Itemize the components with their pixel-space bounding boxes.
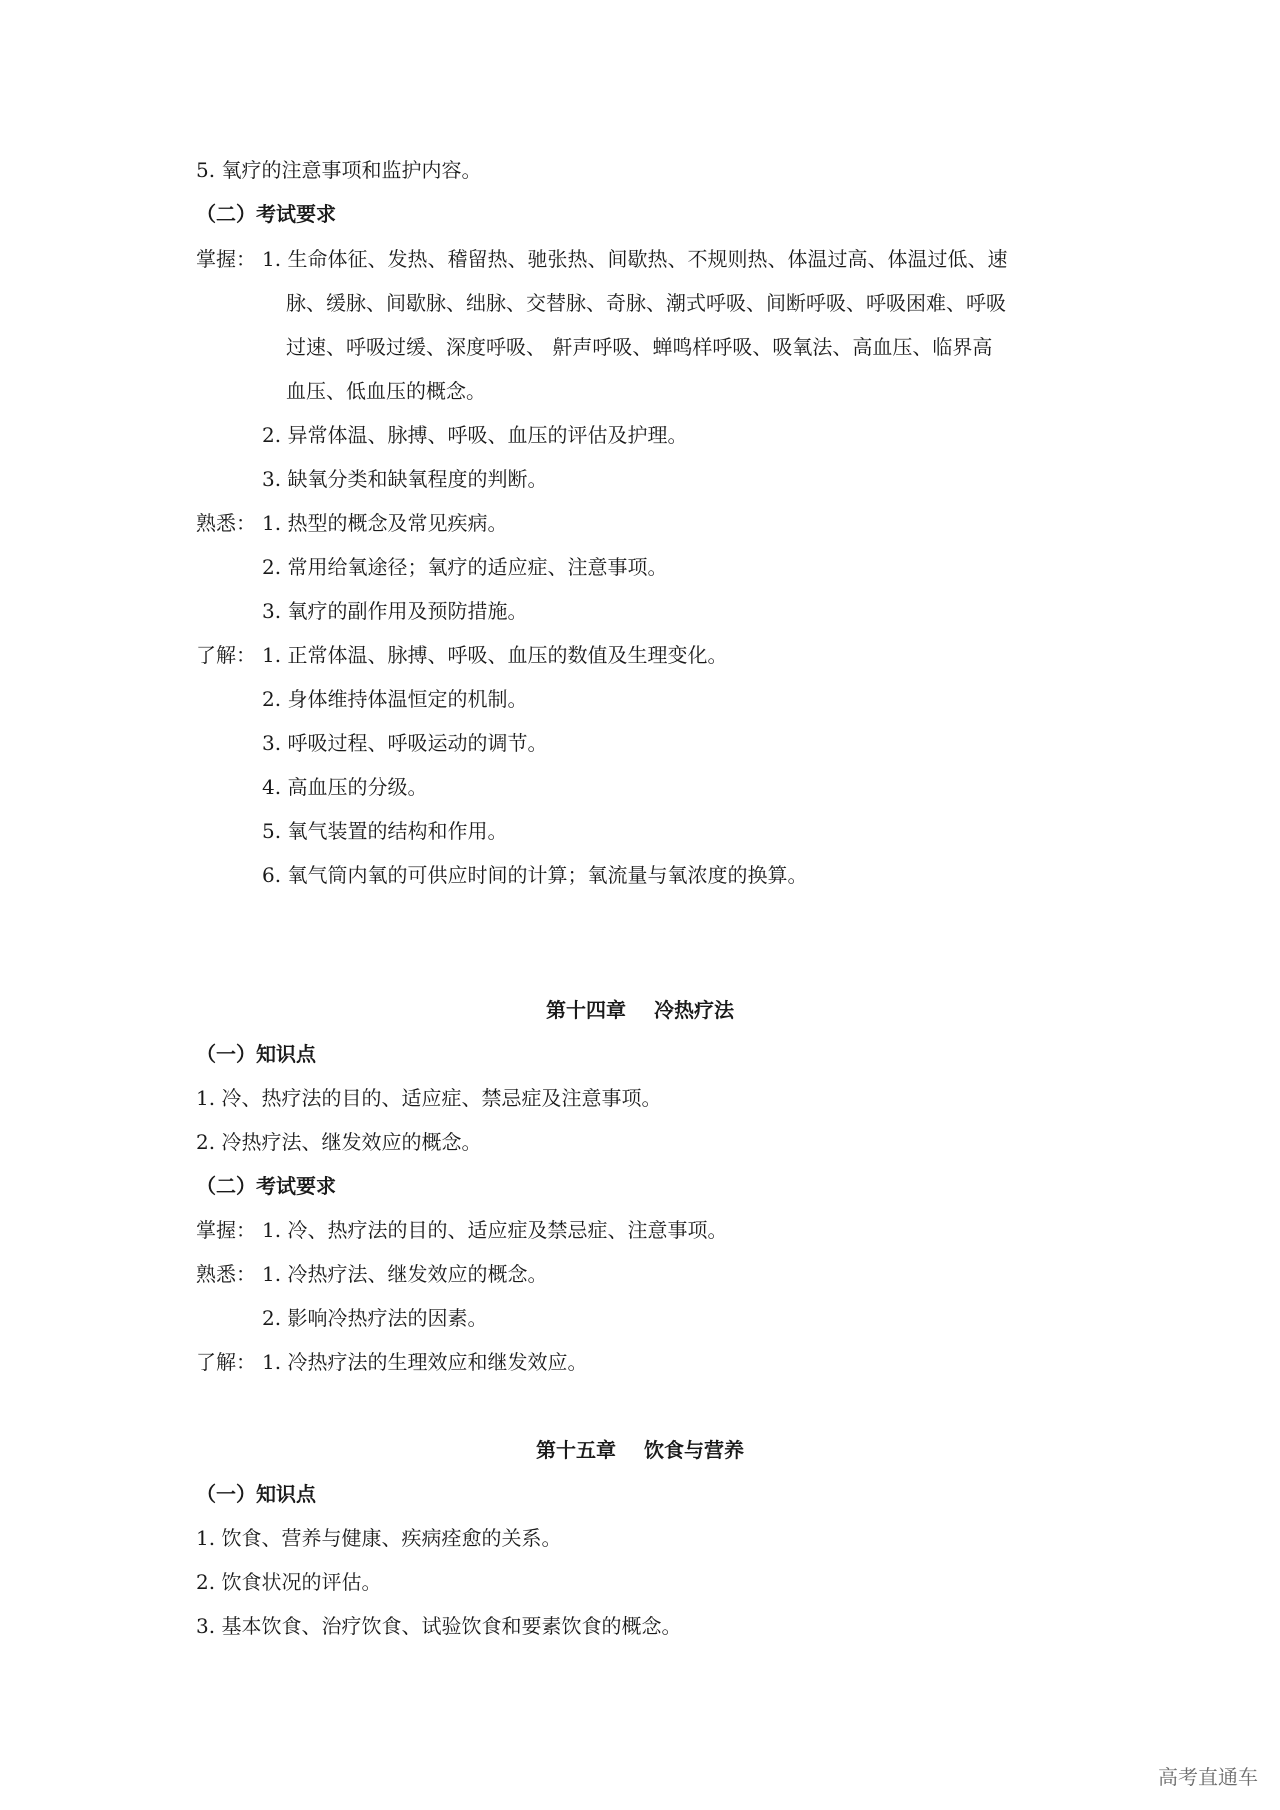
list-item: 1. 正常体温、脉搏、呼吸、血压的数值及生理变化。 <box>262 643 728 667</box>
list-item: 3. 氧疗的副作用及预防措施。 <box>262 599 528 623</box>
list-item: 3. 基本饮食、治疗饮食、试验饮食和要素饮食的概念。 <box>196 1614 682 1638</box>
list-item: 3. 呼吸过程、呼吸运动的调节。 <box>262 731 548 755</box>
section-heading: （二）考试要求 <box>196 202 336 226</box>
list-item: 5. 氧气装置的结构和作用。 <box>262 819 508 843</box>
list-item: 2. 饮食状况的评估。 <box>196 1570 382 1594</box>
watermark: 高考直通车 <box>1158 1765 1258 1789</box>
chapter-number: 第十四章 <box>546 998 626 1022</box>
category-label: 掌握： <box>196 1218 256 1242</box>
list-item: 1. 冷热疗法的生理效应和继发效应。 <box>262 1350 588 1374</box>
list-item-continuation: 脉、缓脉、间歇脉、绌脉、交替脉、奇脉、潮式呼吸、间断呼吸、呼吸困难、呼吸 <box>286 291 1006 315</box>
list-item: 2. 异常体温、脉搏、呼吸、血压的评估及护理。 <box>262 423 688 447</box>
list-item-continuation: 过速、呼吸过缓、深度呼吸、 鼾声呼吸、蝉鸣样呼吸、吸氧法、高血压、临界高 <box>286 335 993 359</box>
list-item: 5. 氧疗的注意事项和监护内容。 <box>196 158 482 182</box>
list-item: 1. 冷热疗法、继发效应的概念。 <box>262 1262 548 1286</box>
list-item: 1. 饮食、营养与健康、疾病痊愈的关系。 <box>196 1526 562 1550</box>
section-heading: （一）知识点 <box>196 1042 316 1066</box>
list-item: 2. 常用给氧途径；氧疗的适应症、注意事项。 <box>262 555 668 579</box>
list-item: 3. 缺氧分类和缺氧程度的判断。 <box>262 467 548 491</box>
list-item: 2. 影响冷热疗法的因素。 <box>262 1306 488 1330</box>
list-item: 1. 生命体征、发热、稽留热、驰张热、间歇热、不规则热、体温过高、体温过低、速 <box>262 247 1008 271</box>
list-item: 1. 冷、热疗法的目的、适应症及禁忌症、注意事项。 <box>262 1218 728 1242</box>
list-item: 6. 氧气筒内氧的可供应时间的计算；氧流量与氧浓度的换算。 <box>262 863 808 887</box>
category-label: 熟悉： <box>196 511 256 535</box>
chapter-name: 饮食与营养 <box>644 1438 744 1462</box>
chapter-name: 冷热疗法 <box>654 998 734 1022</box>
section-heading: （一）知识点 <box>196 1482 316 1506</box>
list-item: 1. 热型的概念及常见疾病。 <box>262 511 508 535</box>
list-item: 1. 冷、热疗法的目的、适应症、禁忌症及注意事项。 <box>196 1086 662 1110</box>
chapter-title <box>0 997 1280 1023</box>
chapter-number: 第十五章 <box>536 1438 616 1462</box>
section-heading: （二）考试要求 <box>196 1174 336 1198</box>
category-label: 了解： <box>196 643 256 667</box>
list-item: 4. 高血压的分级。 <box>262 775 428 799</box>
category-label: 掌握： <box>196 247 256 271</box>
category-label: 了解： <box>196 1350 256 1374</box>
category-label: 熟悉： <box>196 1262 256 1286</box>
list-item: 2. 身体维持体温恒定的机制。 <box>262 687 528 711</box>
list-item-continuation: 血压、低血压的概念。 <box>286 379 486 403</box>
list-item: 2. 冷热疗法、继发效应的概念。 <box>196 1130 482 1154</box>
chapter-title <box>0 1437 1280 1463</box>
